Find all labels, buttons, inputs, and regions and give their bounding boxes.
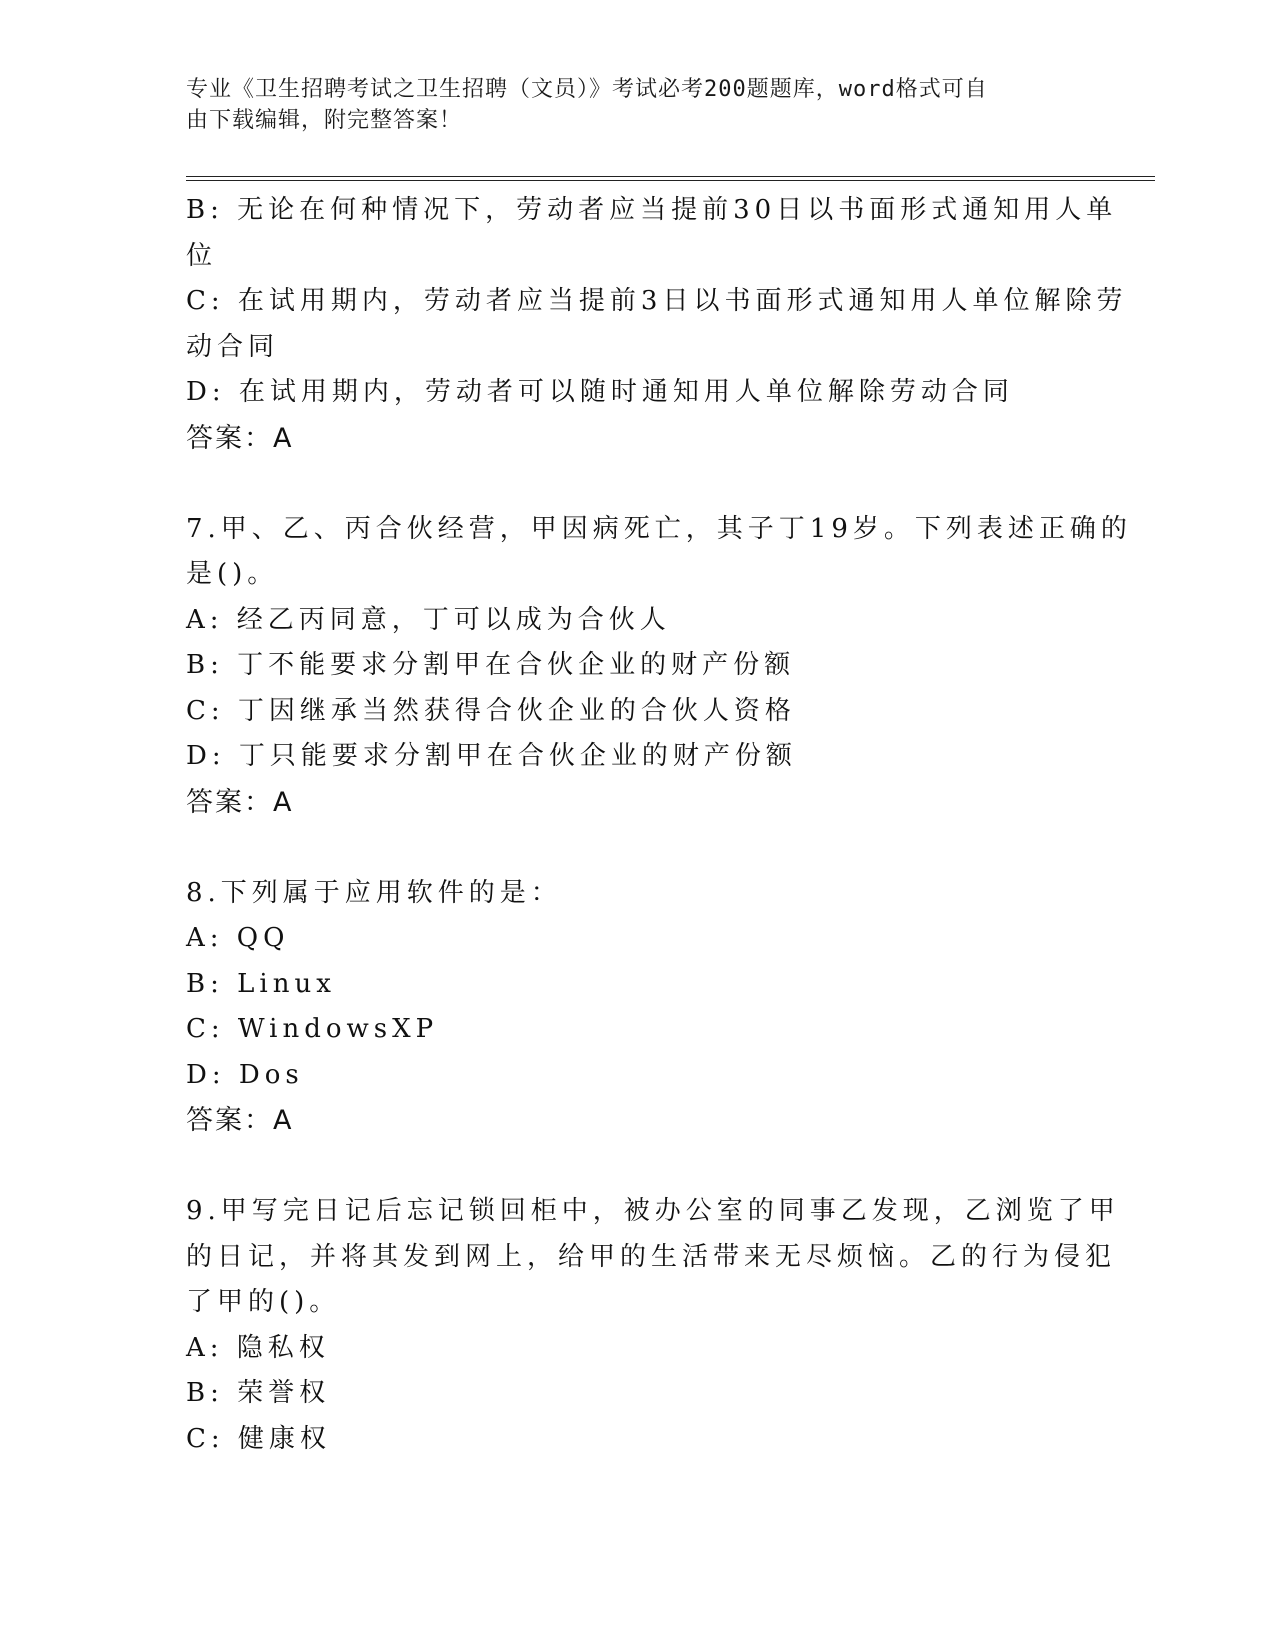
q6-option-c-line-2: 动合同 <box>186 331 280 362</box>
q7-option-d: D: 丁只能要求分割甲在合伙企业的财产份额 <box>186 741 797 771</box>
spacer <box>186 461 1086 507</box>
q7-option-a: A: 经乙丙同意，丁可以成为合伙人 <box>186 604 671 635</box>
q7-option-b: B: 丁不能要求分割甲在合伙企业的财产份额 <box>186 650 796 680</box>
q6-option-b-line-2: 位 <box>186 240 218 271</box>
q8-stem: 8.下列属于应用软件的是： <box>186 877 562 908</box>
question-9 <box>186 1189 1120 1462</box>
q9-option-a: A: 隐私权 <box>186 1332 330 1363</box>
q6-answer: 答案：A <box>186 422 294 454</box>
q6-option-d: D: 在试用期内，劳动者可以随时通知用人单位解除劳动合同 <box>186 377 1014 407</box>
question-8 <box>186 871 1086 1144</box>
q8-answer: 答案：A <box>186 1105 294 1136</box>
q7-stem-line-2: 是()。 <box>186 559 279 589</box>
q9-stem-line-3: 了甲的()。 <box>186 1287 341 1317</box>
page-header <box>186 74 1066 136</box>
q9-stem-line-1: 9.甲写完日记后忘记锁回柜中，被办公室的同事乙发现，乙浏览了甲 <box>186 1196 1120 1226</box>
q6-option-c-line-1: C: 在试用期内，劳动者应当提前3日以书面形式通知用人单位解除劳 <box>186 286 1128 316</box>
q8-option-d: D: Dos <box>186 1059 304 1090</box>
q7-answer: 答案：A <box>186 786 294 818</box>
q9-option-c: C: 健康权 <box>186 1423 331 1454</box>
q9-stem-line-2: 的日记，并将其发到网上，给甲的生活带来无尽烦恼。乙的行为侵犯 <box>186 1241 1117 1272</box>
q8-option-a: A: QQ <box>186 923 290 953</box>
header-double-rule <box>186 176 1155 181</box>
question-7 <box>186 507 1132 826</box>
q8-option-b: B: Linux <box>186 968 336 999</box>
q6-option-b-line-1: B: 无论在何种情况下，劳动者应当提前30日以书面形式通知用人单 <box>186 195 1118 225</box>
document-body <box>186 188 1132 1462</box>
spacer <box>186 825 1086 871</box>
header-line-1: 专业《卫生招聘考试之卫生招聘（文员）》考试必考200题题库，word格式可自 <box>186 77 988 102</box>
q9-option-b: B: 荣誉权 <box>186 1378 331 1408</box>
header-line-2: 由下载编辑，附完整答案！ <box>186 108 463 133</box>
q7-stem-line-1: 7.甲、乙、丙合伙经营，甲因病死亡，其子丁19岁。下列表述正确的 <box>186 513 1132 544</box>
question-6 <box>186 188 1128 461</box>
spacer <box>186 1144 1086 1190</box>
q8-option-c: C: WindowsXP <box>186 1014 439 1044</box>
q7-option-c: C: 丁因继承当然获得合伙企业的合伙人资格 <box>186 695 796 726</box>
